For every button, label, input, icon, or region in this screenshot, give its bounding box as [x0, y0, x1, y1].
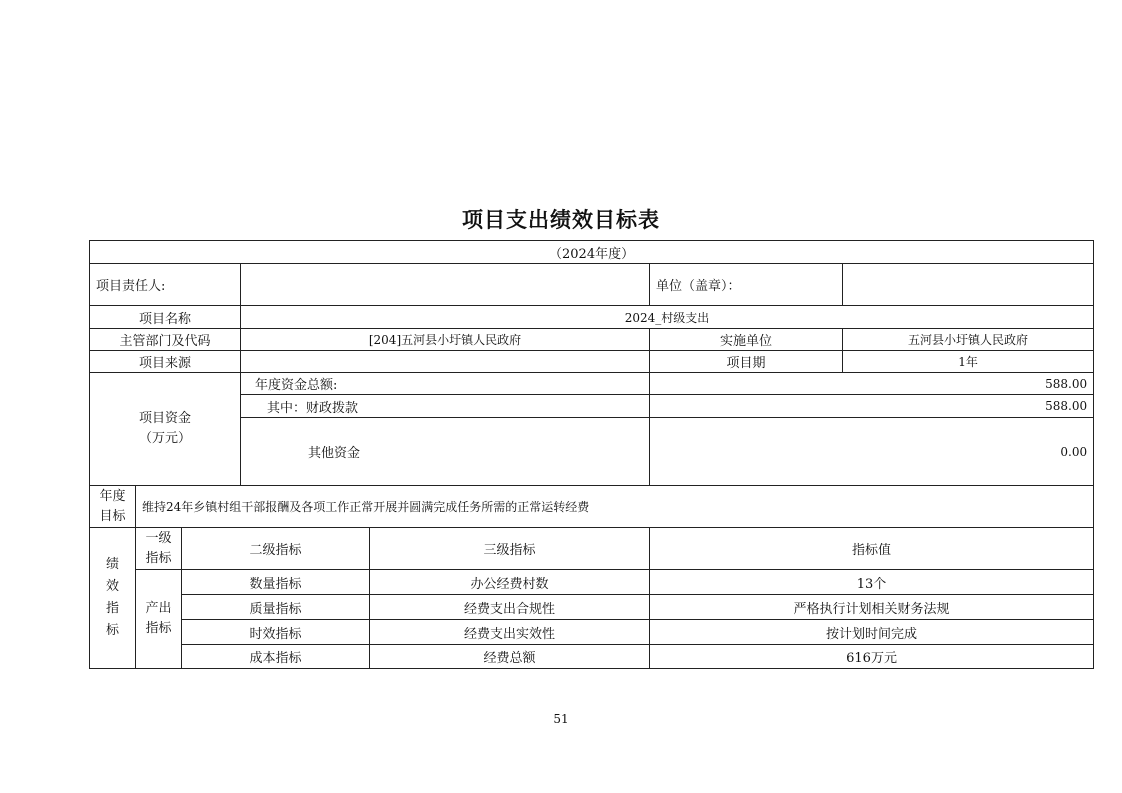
project-source-value: [241, 351, 650, 373]
annual-goal-label-line1: 年度: [99, 488, 126, 504]
year-row: [90, 241, 1094, 264]
performance-indicators-label: [90, 528, 136, 669]
project-name-row: [90, 306, 1094, 329]
project-funds-label-line2: （万元）: [138, 431, 191, 446]
table-row: [90, 620, 1094, 645]
level3-cell: 经费支出实效性: [370, 620, 650, 645]
annual-goal-label-line2: 目标: [99, 508, 126, 524]
performance-goal-table: [89, 240, 1094, 669]
level2-cell: 时效指标: [182, 620, 370, 645]
fiscal-funds-label: 其中：财政拨款: [241, 395, 650, 418]
level2-cell: 成本指标: [182, 645, 370, 669]
implementing-unit-value: 五河县小圩镇人民政府: [843, 329, 1094, 351]
output-indicator-line1: 产出: [145, 601, 172, 616]
other-funds-row: [90, 418, 1094, 486]
project-name-label: 项目名称: [90, 306, 241, 329]
indicator-value-cell: 按计划时间完成: [650, 620, 1094, 645]
department-row: [90, 329, 1094, 351]
implementing-unit-label: 实施单位: [650, 329, 843, 351]
table-row: [90, 570, 1094, 595]
indicator-value-cell: 严格执行计划相关财务法规: [650, 595, 1094, 620]
indicator-header-row: [90, 528, 1094, 570]
level3-cell: 办公经费村数: [370, 570, 650, 595]
project-period-value: 1年: [843, 351, 1094, 373]
project-funds-label: [90, 373, 241, 486]
project-name-value: 2024_村级支出: [241, 306, 1094, 329]
responsible-row: [90, 264, 1094, 306]
level3-cell: 经费总额: [370, 645, 650, 669]
department-label: 主管部门及代码: [90, 329, 241, 351]
indicator-char-3: 指: [105, 601, 119, 616]
other-funds-label: 其他资金: [241, 418, 650, 486]
document-title: 项目支出绩效目标表: [462, 208, 660, 232]
responsible-value: [241, 264, 650, 306]
level1-header-line2: 指标: [145, 550, 172, 566]
responsible-label: 项目责任人:: [90, 264, 241, 306]
indicator-char-1: 绩: [105, 557, 119, 572]
project-funds-label-line1: 项目资金: [138, 411, 191, 426]
year-label: （2024年度）: [90, 241, 1094, 264]
level1-header-line1: 一级: [145, 530, 172, 546]
fiscal-funds-row: [90, 395, 1094, 418]
source-row: [90, 351, 1094, 373]
level3-header: 三级指标: [370, 528, 650, 570]
unit-seal-label: 单位（盖章）：: [650, 264, 843, 306]
total-funds-row: [90, 373, 1094, 395]
level2-header: 二级指标: [182, 528, 370, 570]
project-source-label: 项目来源: [90, 351, 241, 373]
department-value: [204]五河县小圩镇人民政府: [241, 329, 650, 351]
annual-goal-row: [90, 486, 1094, 528]
project-period-label: 项目期: [650, 351, 843, 373]
output-indicator-label: [136, 570, 182, 669]
total-funds-value: 588.00: [650, 373, 1094, 395]
indicator-value-cell: 616万元: [650, 645, 1094, 669]
indicator-char-4: 标: [105, 623, 119, 638]
level2-cell: 质量指标: [182, 595, 370, 620]
indicator-value-cell: 13个: [650, 570, 1094, 595]
level1-header: [136, 528, 182, 570]
table-row: [90, 645, 1094, 669]
annual-goal-label: [90, 486, 136, 528]
output-indicator-line2: 指标: [145, 621, 172, 636]
page-number: 51: [553, 712, 569, 726]
indicator-value-header: 指标值: [650, 528, 1094, 570]
unit-seal-value: [843, 264, 1094, 306]
table-row: [90, 595, 1094, 620]
indicator-char-2: 效: [105, 579, 119, 594]
level2-cell: 数量指标: [182, 570, 370, 595]
fiscal-funds-value: 588.00: [650, 395, 1094, 418]
level3-cell: 经费支出合规性: [370, 595, 650, 620]
total-funds-label: 年度资金总额:: [241, 373, 650, 395]
other-funds-value: 0.00: [650, 418, 1094, 486]
annual-goal-text: 维持24年乡镇村组干部报酬及各项工作正常开展并圆满完成任务所需的正常运转经费: [136, 486, 1094, 528]
